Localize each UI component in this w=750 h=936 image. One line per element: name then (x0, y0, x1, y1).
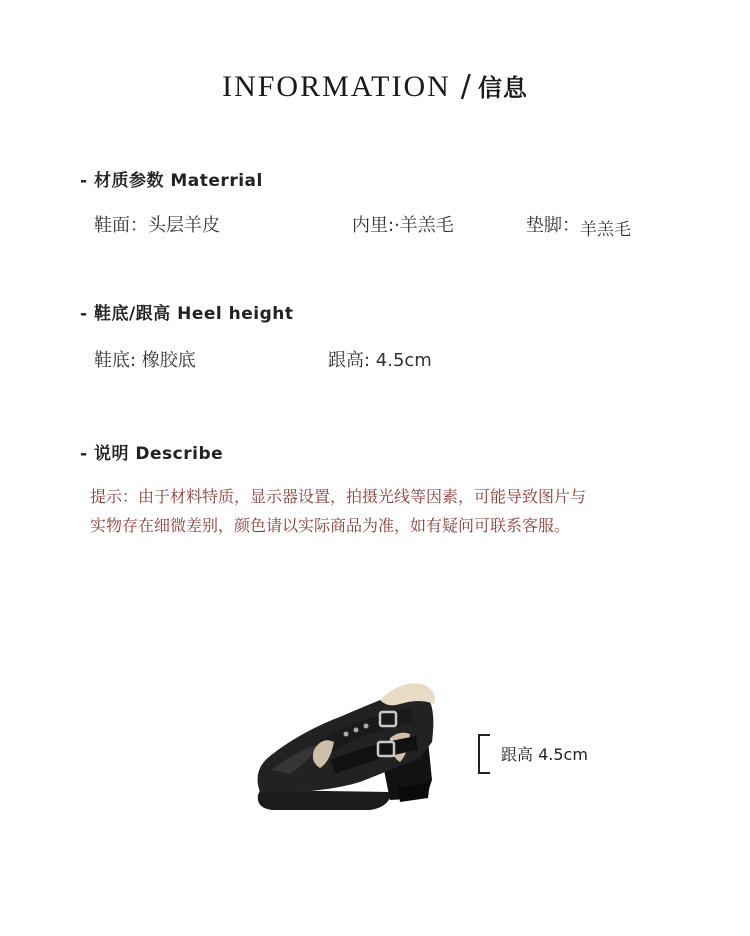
insole-material (526, 211, 631, 240)
insole-label: 垫脚： (526, 215, 580, 236)
title-english: INFORMATION (222, 70, 451, 103)
heel-height: 跟高: 4.5cm (328, 350, 432, 371)
sole-heading: - 鞋底/跟高 Heel height (80, 304, 294, 324)
upper-material: 鞋面：头层羊皮 (94, 215, 220, 236)
heel-height-callout: 跟高 4.5cm (501, 745, 588, 764)
heel-height-bracket (478, 734, 490, 774)
page-title (0, 68, 750, 104)
describe-heading: - 说明 Describe (80, 444, 224, 464)
shoe-illustration (250, 670, 450, 820)
title-separator: / (460, 69, 472, 104)
lining-material: 内里:·羊羔毛 (352, 215, 454, 236)
title-chinese: 信息 (477, 74, 528, 102)
material-heading: - 材质参数 Materrial (80, 171, 263, 191)
shoe-image (250, 670, 450, 820)
insole-value: 羊羔毛 (580, 220, 631, 240)
describe-line-1: 提示：由于材料特质，显示器设置，拍摄光线等因素，可能导致图片与 (90, 487, 587, 506)
sole-material: 鞋底: 橡胶底 (94, 350, 196, 371)
describe-line-2: 实物存在细微差别，颜色请以实际商品为准，如有疑问可联系客服。 (90, 516, 571, 535)
